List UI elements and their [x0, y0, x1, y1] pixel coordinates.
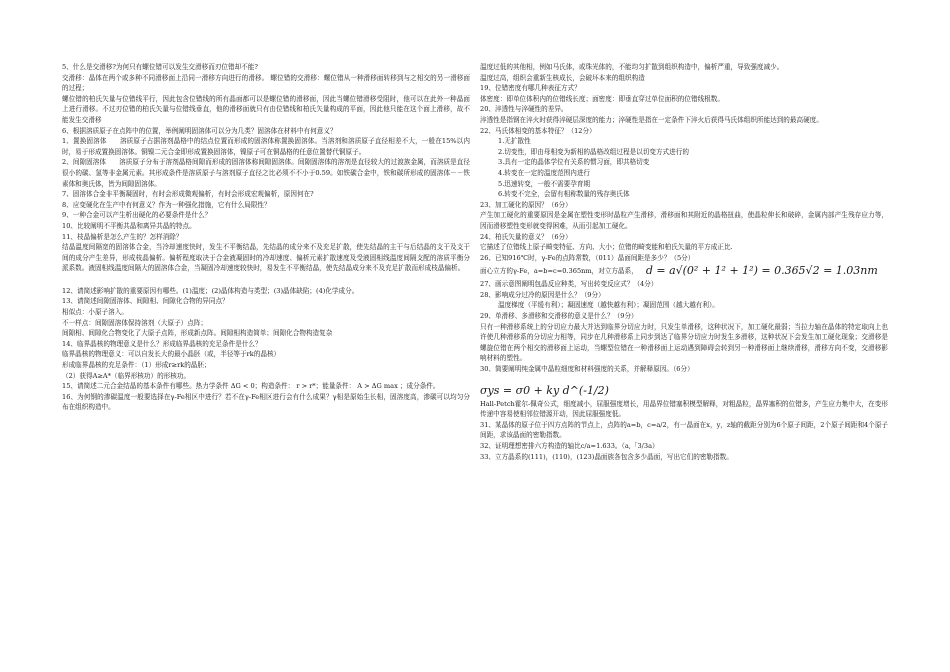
left-paragraph: 6、根据溶质原子在点阵中的位置，举例阐明固溶体可以分为几类？固溶体在材料中有何意义？ [62, 126, 337, 135]
right-paragraph: 30、简要阐明纯金属中晶粒细度和材料强度的关系，并解释原因。（6分） [480, 365, 694, 374]
left-paragraph: 结晶温度间隔宽的固溶体合金，当冷却速度快时，发生不平衡结晶，先结晶的成分来不及充足扩散，使先结晶的主干与后结晶的支干及支干间的成分产生差异，形成枝晶偏析。偏析程度取决于合金液凝固时的冷却速度、偏析元素扩散速度及受液固相线温度间隔支配的溶质平衡分派系数。液固相线温度间隔大的固溶体合金，当凝固冷却速度较快时，易发生不平衡结晶，使先结晶成分来不及充足扩散而形成枝晶偏析。 [62, 243, 470, 273]
right-paragraph: 它描述了位错线上原子畸变特征、方向、大小；位错的畸变能和柏氏矢量的平方成正比. [480, 243, 733, 252]
right-paragraph: 温度过高，组织会重新生核成长，会破坏本来的组织构造 [480, 73, 645, 82]
right-paragraph: 22、马氏体相变的基本特征？（12分） [480, 126, 596, 135]
interplanar-spacing-formula: d = a√(0² + 1² + 1²) = 0.365√2 = 1.03nm [645, 263, 878, 277]
right-paragraph: 26、已知916℃时，γ-Fe的点阵常数，（011）晶面间距是多少？（5分） [480, 253, 695, 262]
right-paragraph: 24、柏氏矢量的意义？（6分） [480, 232, 572, 241]
formula-prefix: 面心立方的γ-Fe，a=b=c=0.365nm，对立方晶系， [480, 266, 638, 275]
left-paragraph: 间隙相、间隙化合物变化了大原子点阵，形成新点阵。间隙相构造简单；间隙化合物构造复杂 [62, 329, 333, 338]
left-paragraph: 不一样点：间隙固溶体保持溶剂（大原子）点阵； [62, 318, 208, 327]
left-column [62, 62, 470, 413]
right-paragraph: 体密度：即单位体积内的位错线长度；面密度：即垂直穿过单位面积的位错线根数。 [480, 94, 724, 103]
right-column [480, 62, 888, 462]
right-paragraph: Hall-Petch霍尔-佩奇公式，细度减小，屈服强度增长，用晶界位错塞积模型解释，对粗晶粒，晶界塞积的位错多，产生应力集中大，在变形传递中容易使相邻位错源开动，因此屈服强度低。 [480, 399, 888, 419]
left-paragraph: 9、一种合金可以产生析出硬化的必要条件是什么？ [62, 211, 212, 220]
right-paragraph: 产生加工硬化的重要原因是金属在塑性变形时晶粒产生滑移，滑移面和其附近的晶格扭曲，使晶粒伸长和破碎，金属内部产生残存应力等，因而滑移塑性变形就变得困难，从而引起加工硬化。 [480, 211, 888, 230]
right-paragraph: 1.无扩散性 [498, 137, 531, 146]
right-paragraph: 淬透性是指钢在淬火时获得淬硬层深度的能力；淬硬性是指在一定条件下淬火后获得马氏体组织所能达到的最高硬度。 [480, 115, 823, 124]
right-paragraph: 3.具有一定的晶体学位有关系的惯习面，即共格切变 [498, 158, 650, 167]
right-paragraph: 27、画示意图阐明包晶反应种类，写出转变反应式？（4分） [480, 280, 658, 289]
left-paragraph: 相似点：小原子溶入。 [62, 308, 128, 317]
right-paragraph: 29、单滑移、多滑移和交滑移的意义是什么？（9分） [480, 312, 638, 321]
left-paragraph: 14、临界晶核的物理意义是什么？形成临界晶核的充足条件是什么？ [62, 339, 262, 348]
left-paragraph: 形成临界晶核的充足条件：（1）形成r≥rk的晶胚； [62, 361, 211, 370]
section-gap [62, 274, 470, 286]
right-paragraph: 2.切变性，即由母相变为新相的晶格改组过程是以切变方式进行的 [498, 147, 689, 156]
right-paragraph: 5.迅速转变，一般不需要孕育期 [498, 179, 591, 188]
right-paragraph: 20、淬透性与淬硬性的差异。 [480, 105, 568, 114]
left-paragraph: 2、间隙固溶体 溶质原子分布于溶剂晶格间隙而形成的固溶体称间隙固溶体。间隙固溶体的溶剂是直径较大的过渡族金属，而溶质是直径很小的碳、氢等非金属元素。其形成条件是溶质原子与溶剂原子直径之比必须不不小于0.59。如铁碳合金中，铁和碳所形成的固溶体－－铁素体和奥氏体，皆为间隙固溶体。 [62, 158, 470, 188]
left-paragraph: 螺位错的柏氏矢量与位错线平行，因此包含位错线的所有晶面都可以是螺位错的滑移面，因此当螺位错滑移受阻时，他可以在此外一种晶面上进行滑移。不过刃位错的柏氏矢量与位错线垂直，他的滑移面就只有由位错线和柏氏矢量构成的平面，因此他只能在这个面上滑移，故不能发生交滑移 [62, 94, 470, 124]
left-paragraph: 11、枝晶偏析是怎么产生的？怎样消除？ [62, 232, 183, 241]
left-paragraph: 8、应变硬化在生产中有何意义？作为一种强化措施，它有什么局限性？ [62, 200, 271, 209]
right-paragraph: 33、立方晶系的(111)，(110)，(123)晶面族各包含多少晶面，写出它们的密勒指数。 [480, 452, 733, 461]
left-paragraph: 12、请简述影响扩散的重要原因有哪些。(1)温度；(2)晶体构造与类型；(3)晶体缺陷；(4)化学成分。 [62, 286, 359, 295]
left-paragraph: 13、请简述间隙固溶体、间隙相、间隙化合物的异同点？ [62, 297, 229, 306]
left-paragraph: 交滑移：晶体在两个或多种不同滑移面上沿同一滑移方向进行的滑移。 螺位错的交滑移：螺位错从一种滑移面转移到与之相交的另一滑移面的过程； [62, 73, 470, 93]
left-paragraph: 7、固溶体合金非平衡凝固时，有时会形成微观偏析，有时会形成宏观偏析，原因何在? [62, 190, 314, 199]
right-paragraph: 32、证明理想密排六方构造的轴比c/a=1.633。（a,「3/3a） [480, 442, 659, 450]
left-paragraph: 临界晶核的物理意义：可以自发长大的最小晶胚（或，半径等于rk的晶核） [62, 350, 281, 359]
right-paragraph: 19、位错密度有哪几种表征方式？ [480, 84, 581, 93]
right-paragraph: 温度过低的其他相，例如马氏体，或珠光体的，不能均匀扩散到组织构造中，偏析严重，导致强度减少。 [480, 63, 784, 71]
left-paragraph: 5、什么是交滑移?为何只有螺位错可以发生交滑移而刃位错却不能? [62, 63, 258, 71]
left-paragraph: 10、比较阐明不平衡共晶和离异共晶的特点。 [62, 221, 196, 230]
left-paragraph: （2）获得A≥A*（临界形核功）的形核功。 [62, 371, 191, 380]
right-paragraph: 4.转变在一定的温度范围内进行 [498, 168, 591, 177]
hall-petch-formula: σys = σ0 + ky d^(-1/2) [480, 384, 609, 398]
left-paragraph: 16、为何钢的渗碳温度一般要选择在γ-Fe相区中进行？若不在γ-Fe相区进行会有什么成果？γ相是原始生长相，固溶度高，渗碳可以均匀分布在组织构造中。 [62, 392, 470, 412]
left-paragraph: 15、请简述二元合金结晶的基本条件有哪些。热力学条件 ΔG < 0；构造条件： r > r*；能量条件： A > ΔG max ；成分条件。 [62, 382, 440, 391]
right-paragraph: 6.转变不完全，会留有相称数量的残存奥氏体 [498, 190, 630, 199]
right-paragraph: 31、某晶体的原子位于四方点阵的节点上，点阵的a=b，c=a/2，有一晶面在x，y，z轴的截距分别为6个原子间距，2个原子间距和4个原子间距，求该晶面的密勒指数。 [480, 420, 889, 440]
right-paragraph: 28、影响成分过冷的原因是什么？（9分） [480, 290, 605, 299]
right-paragraph: 只有一种滑移系统上的分切应力最大并达到临界分切应力时，只发生单滑移，这种状况下，加工硬化最弱；当拉力轴在晶体的特定取向上也许使几种滑移系的分切应力相等，同步在几种滑移系上同步到达了临界分切应力时发生多滑移，这种状况下会发生加工硬化现象；交滑移是螺旋位错在两个相交的滑移面上运动，当螺型位错在一种滑移面上运动遇到障碍会转到另一种滑移面上继续滑移，滑移方向不变，交滑移影响材料的塑性。 [480, 322, 888, 363]
left-paragraph: 1、置换固溶体 溶质原子占据溶剂晶格中的结点位置而形成的固溶体称置换固溶体。当溶剂和溶质原子直径相差不大，一般在15%以内时，易于形成置换固溶体。铜镍二元合金即形成置换固溶体，镍原子可在铜晶格的任意位置替代铜原子。 [62, 137, 470, 156]
interplanar-spacing-line [480, 263, 888, 279]
right-paragraph: 23、加工硬化的原因？（6分） [480, 200, 572, 209]
right-paragraph: 温度梯度（平缓有利）；凝固速度（越快越有利）；凝固范围（越大越有利）。 [498, 301, 719, 310]
